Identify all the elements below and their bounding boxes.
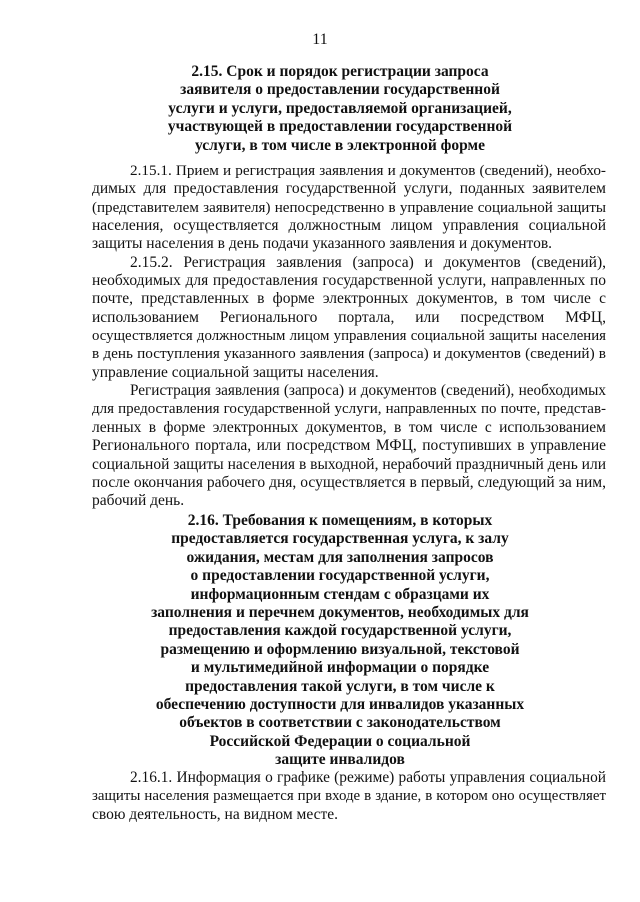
paragraph-2-15-1-line: населения, осуществляется должностным лицом управления социальной — [92, 217, 606, 235]
paragraph-2-15-2-line: 2.15.2. Регистрация заявления (запроса) и документов (сведений), — [130, 253, 606, 271]
heading-line: участвующей в предоставлении государственной — [167, 118, 513, 136]
heading-line: 2.15. Срок и порядок регистрации запроса — [191, 63, 489, 80]
paragraph-2-15-2-line: управление социальной защиты населения. — [92, 363, 379, 381]
heading-line: услуги и услуги, предоставляемой организацией, — [168, 99, 512, 117]
heading-line: услуги, в том числе в электронной форме — [195, 136, 485, 154]
section-2-15-heading — [110, 63, 570, 155]
heading-line: предоставления такой услуги, в том числе к — [185, 677, 495, 695]
paragraph-2-15-1-line: 2.15.1. Прием и регистрация заявления и документов (сведений), необхо- — [130, 162, 606, 179]
heading-line: предоставления каждой государственной услуги, — [168, 622, 512, 640]
heading-line: заявителя о предоставлении государственной — [180, 81, 500, 99]
paragraph-2-15-2-line: почте, представленных в форме электронных документов, в том числе с — [92, 290, 606, 308]
heading-line: обеспечению доступности для инвалидов указанных — [155, 696, 525, 714]
heading-line: о предоставлении государственной услуги, — [190, 567, 490, 585]
paragraph-registration-line: Регионального портала, или посредством МФЦ, поступивших в управление — [92, 437, 606, 455]
paragraph-registration-line: рабочий день. — [92, 492, 185, 510]
paragraph-2-16-1-line: свою деятельность, на видном месте. — [92, 805, 339, 823]
paragraph-2-15-1-line: димых для предоставления государственной услуги, поданных заявителем — [92, 180, 606, 198]
paragraph-registration-line: после окончания рабочего дня, осуществляется в первый, следующий за ним, — [92, 473, 606, 491]
heading-line: и мультимедийной информации о порядке — [190, 659, 490, 677]
paragraph-2-15-2-line: осуществляется должностным лицом управления социальной защиты населения — [92, 328, 606, 345]
heading-line: защите инвалидов — [275, 751, 405, 769]
page-number: 11 — [312, 31, 328, 48]
heading-line: предоставляется государственная услуга, к залу — [171, 530, 509, 548]
paragraph-2-15-1-line: защиты населения в день подачи указанного заявления и документов. — [92, 235, 553, 253]
heading-line: ожидания, местам для заполнения запросов — [186, 548, 494, 566]
section-2-16-body — [92, 769, 606, 824]
heading-line: размещению и оформлению визуальной, текстовой — [160, 640, 520, 658]
paragraph-registration-line: Регистрация заявления (запроса) и документов (сведений), необходимых — [130, 382, 606, 400]
paragraph-2-15-2-line: использованием Регионального портала, или посредством МФЦ, — [92, 308, 606, 326]
paragraph-2-15-1-line: (представителем заявителя) непосредственно в управление социальной защиты — [92, 199, 606, 216]
heading-line: 2.16. Требования к помещениям, в которых — [187, 512, 493, 529]
paragraph-2-15-2-line: необходимых для предоставления государственной услуги, направленных по — [92, 272, 606, 290]
paragraph-2-16-1-line: 2.16.1. Информация о графике (режиме) работы управления социальной — [130, 769, 606, 786]
heading-line: заполнения и перечнем документов, необходимых для — [151, 604, 529, 622]
paragraph-2-16-1-line: защиты населения размещается при входе в здание, в котором оно осуществляет — [92, 788, 606, 805]
paragraph-registration-line: социальной защиты населения в выходной, нерабочий праздничный день или — [92, 455, 606, 473]
paragraph-registration-line: для предоставления государственной услуги, направленных по почте, представ- — [92, 401, 606, 418]
heading-line: информационным стендам с образцами их — [190, 585, 490, 603]
paragraph-registration-line: ленных в форме электронных документов, в том числе с использованием — [92, 418, 606, 436]
paragraph-2-15-2-line: в день поступления указанного заявления (запроса) и документов (сведений) в — [92, 345, 606, 363]
heading-line: Российской Федерации о социальной — [209, 732, 471, 750]
section-2-16-heading — [110, 512, 570, 770]
heading-line: объектов в соответствии с законодательством — [179, 714, 501, 732]
section-2-15-body — [92, 162, 606, 511]
